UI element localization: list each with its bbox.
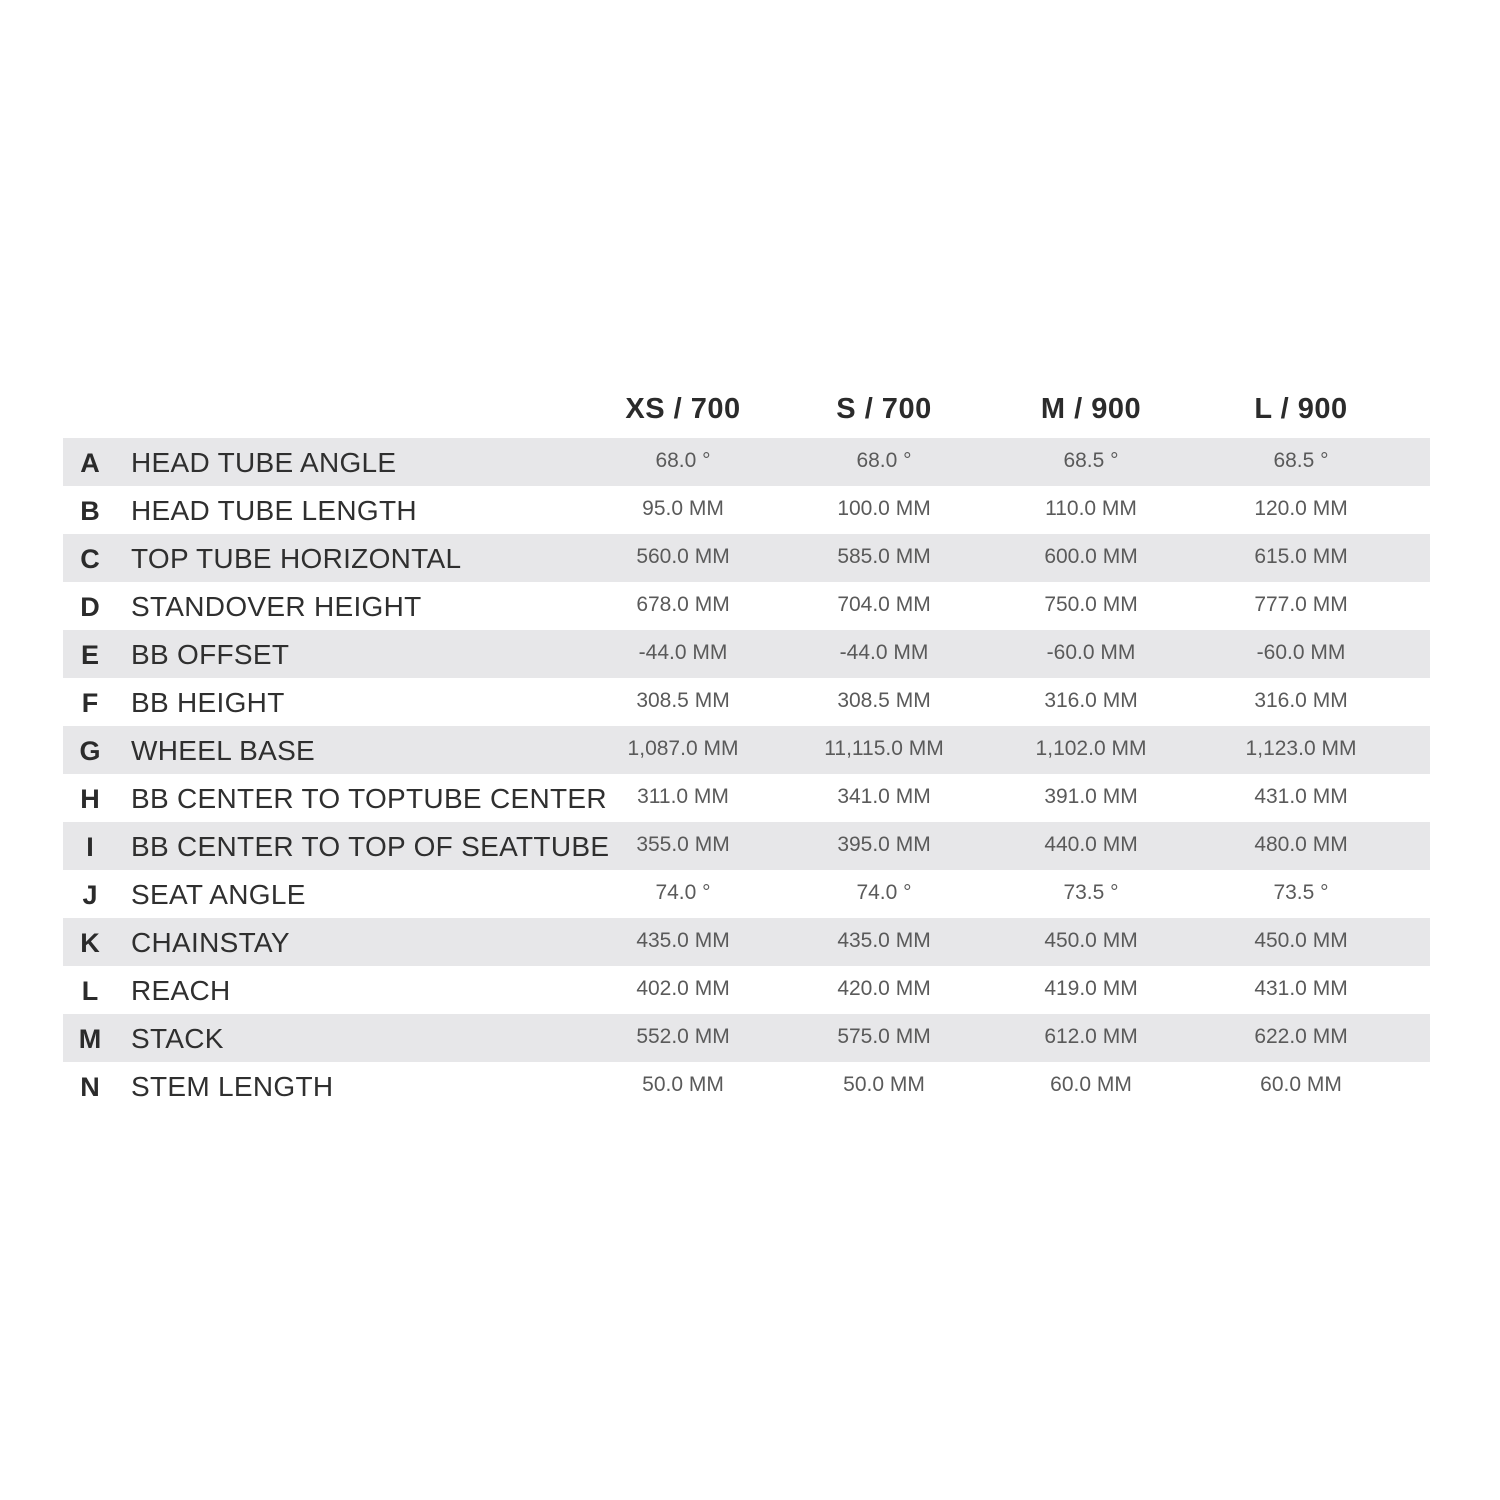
row-label: STEM LENGTH — [131, 1071, 334, 1102]
row-letter: M — [78, 1024, 102, 1054]
row-letter: K — [80, 928, 100, 958]
table-cell: 95.0 MM — [642, 497, 724, 520]
table-cell: 110.0 MM — [1045, 497, 1137, 520]
table-cell: 419.0 MM — [1044, 977, 1138, 1000]
table-row — [63, 630, 1430, 678]
geometry-table — [63, 385, 1430, 1110]
table-cell: 11,115.0 MM — [824, 737, 944, 760]
table-cell: 402.0 MM — [636, 977, 730, 1000]
table-row — [63, 1062, 1430, 1110]
row-letter: H — [80, 784, 100, 814]
size-header-l: L / 900 — [1254, 393, 1348, 425]
size-header-m: M / 900 — [1040, 393, 1142, 425]
table-row — [63, 582, 1430, 630]
row-label: REACH — [131, 975, 231, 1006]
row-letter: J — [82, 880, 98, 910]
row-label: CHAINSTAY — [131, 927, 290, 958]
table-cell: 704.0 MM — [837, 593, 931, 616]
row-letter: G — [79, 736, 101, 766]
table-cell: 100.0 MM — [837, 497, 931, 520]
table-cell: 355.0 MM — [636, 833, 730, 856]
table-cell: 678.0 MM — [636, 593, 730, 616]
row-label: STANDOVER HEIGHT — [131, 591, 422, 622]
row-label: SEAT ANGLE — [131, 879, 306, 910]
table-cell: 450.0 MM — [1254, 929, 1348, 952]
table-cell: 431.0 MM — [1254, 977, 1348, 1000]
table-cell: 395.0 MM — [837, 833, 931, 856]
table-cell: 68.0 ° — [655, 449, 711, 472]
table-cell: 431.0 MM — [1254, 785, 1348, 808]
row-label: STACK — [131, 1023, 224, 1054]
table-cell: 575.0 MM — [837, 1025, 931, 1048]
table-cell: 1,102.0 MM — [1035, 737, 1147, 760]
size-header-s: S / 700 — [836, 393, 932, 425]
row-letter: B — [80, 496, 100, 526]
table-cell: 777.0 MM — [1254, 593, 1348, 616]
table-cell: 391.0 MM — [1044, 785, 1138, 808]
table-row — [63, 534, 1430, 582]
table-cell: 308.5 MM — [636, 689, 730, 712]
table-row — [63, 918, 1430, 966]
table-row — [63, 1014, 1430, 1062]
table-cell: 74.0 ° — [655, 881, 711, 904]
table-cell: 50.0 MM — [843, 1073, 925, 1096]
table-cell: 435.0 MM — [837, 929, 931, 952]
table-cell: 560.0 MM — [636, 545, 730, 568]
table-row — [63, 870, 1430, 918]
table-cell: 612.0 MM — [1044, 1025, 1138, 1048]
table-cell: 450.0 MM — [1044, 929, 1138, 952]
row-label: BB CENTER TO TOPTUBE CENTER — [131, 783, 607, 814]
table-cell: 341.0 MM — [837, 785, 931, 808]
table-row — [63, 822, 1430, 870]
table-cell: 1,087.0 MM — [627, 737, 739, 760]
table-cell: 316.0 MM — [1254, 689, 1348, 712]
table-cell: 622.0 MM — [1254, 1025, 1348, 1048]
row-letter: L — [81, 976, 99, 1006]
table-row — [63, 486, 1430, 534]
table-cell: 60.0 MM — [1050, 1073, 1132, 1096]
table-cell: 50.0 MM — [642, 1073, 724, 1096]
table-cell: 480.0 MM — [1254, 833, 1348, 856]
table-cell: 74.0 ° — [856, 881, 912, 904]
row-letter: E — [80, 640, 100, 670]
row-label: BB OFFSET — [131, 639, 290, 670]
table-cell: -44.0 MM — [638, 641, 728, 664]
table-cell: 615.0 MM — [1254, 545, 1348, 568]
row-label: HEAD TUBE ANGLE — [131, 447, 397, 478]
row-label: HEAD TUBE LENGTH — [131, 495, 417, 526]
table-cell: -60.0 MM — [1256, 641, 1346, 664]
table-cell: -44.0 MM — [839, 641, 929, 664]
table-cell: 1,123.0 MM — [1245, 737, 1357, 760]
table-cell: 585.0 MM — [837, 545, 931, 568]
table-cell: 68.0 ° — [856, 449, 912, 472]
table-cell: 73.5 ° — [1063, 881, 1119, 904]
table-cell: 440.0 MM — [1044, 833, 1138, 856]
table-cell: -60.0 MM — [1046, 641, 1136, 664]
table-cell: 311.0 MM — [637, 785, 729, 808]
table-row — [63, 726, 1430, 774]
table-cell: 68.5 ° — [1273, 449, 1329, 472]
row-letter: C — [80, 544, 100, 574]
row-label: WHEEL BASE — [131, 735, 316, 766]
table-cell: 73.5 ° — [1273, 881, 1329, 904]
table-row — [63, 438, 1430, 486]
row-label: BB HEIGHT — [131, 687, 285, 718]
row-letter: I — [86, 832, 94, 862]
table-cell: 420.0 MM — [837, 977, 931, 1000]
table-cell: 600.0 MM — [1044, 545, 1138, 568]
row-letter: D — [80, 592, 100, 622]
table-cell: 60.0 MM — [1260, 1073, 1342, 1096]
table-row — [63, 966, 1430, 1014]
table-cell: 750.0 MM — [1044, 593, 1138, 616]
table-row — [63, 678, 1430, 726]
table-cell: 435.0 MM — [636, 929, 730, 952]
row-letter: F — [81, 688, 99, 718]
table-cell: 308.5 MM — [837, 689, 931, 712]
row-label: BB CENTER TO TOP OF SEATTUBE — [131, 831, 610, 862]
table-cell: 120.0 MM — [1254, 497, 1348, 520]
size-header-xs: XS / 700 — [625, 393, 741, 425]
table-row — [63, 774, 1430, 822]
table-body — [63, 438, 1430, 1110]
size-header-row — [63, 385, 1430, 438]
row-label: TOP TUBE HORIZONTAL — [131, 543, 462, 574]
row-letter: A — [80, 448, 100, 478]
row-letter: N — [80, 1072, 100, 1102]
table-cell: 68.5 ° — [1063, 449, 1119, 472]
table-cell: 552.0 MM — [636, 1025, 730, 1048]
table-cell: 316.0 MM — [1044, 689, 1138, 712]
